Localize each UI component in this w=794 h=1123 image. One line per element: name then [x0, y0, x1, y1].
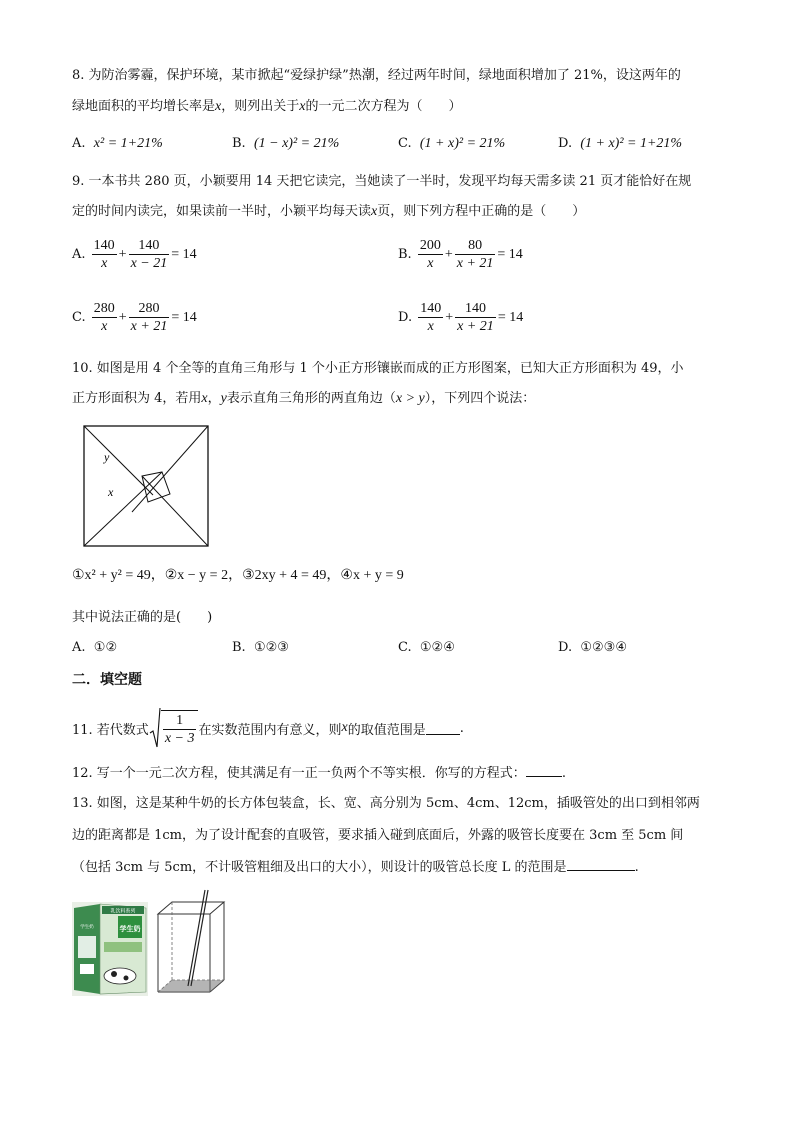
q8-line1: 8. 为防治雾霾，保护环境，某市掀起“爱绿护绿”热潮，经过两年时间，绿地面积增加了 21%，设这两年的: [72, 68, 681, 83]
q13-line3: [72, 858, 639, 878]
q10-ask: 其中说法正确的是( ): [72, 610, 213, 625]
q9-text-a: 定的时间内读完，如果读前一半时，小颖平均每天读: [72, 204, 372, 219]
q11-end: .: [459, 720, 464, 736]
q8-option-c[interactable]: [398, 134, 505, 154]
q9-option-d[interactable]: D. $\frac{140}{x}$ + $\frac{140}{x + 21}$ = 14: [398, 301, 524, 334]
box-side-text: 学生奶: [80, 925, 94, 930]
q10-option-a[interactable]: [72, 638, 117, 658]
option-text: ①②: [93, 640, 118, 655]
q13-answer-blank[interactable]: [567, 858, 635, 871]
q9-option-a[interactable]: A. $\frac{140}{x}$ + $\frac{140}{x - 21}$ = 14: [72, 238, 197, 271]
q10-option-b[interactable]: [232, 638, 289, 658]
q10-text-c: 表示直角三角形的两直角边（: [226, 391, 396, 406]
fraction: $\frac{140}{x}$: [93, 238, 115, 271]
pinwheel-square-figure: [82, 424, 210, 548]
fraction: $\frac{280}{x + 21}$: [130, 301, 168, 334]
option-label: D.: [398, 310, 413, 325]
option-rhs: = 14: [497, 247, 523, 262]
q8-line2: [72, 97, 461, 117]
fraction: $\frac{80}{x + 21}$: [456, 238, 494, 271]
option-label: C.: [72, 310, 86, 325]
q8-text-a: 绿地面积的平均增长率是: [72, 99, 216, 114]
q13-line2: 边的距离都是 1cm，为了设计配套的直吸管，要求插入碰到底面后，外露的吸管长度要在 3cm 至 5cm 间: [72, 828, 684, 843]
option-rhs: = 14: [497, 310, 524, 325]
q10-text-d: ），下列四个说法：: [424, 391, 536, 406]
option-text: ①②④: [419, 640, 455, 655]
box-straw-diagram: [152, 888, 232, 996]
q9-option-c[interactable]: C. $\frac{280}{x}$ + $\frac{280}{x + 21}$ = 14: [72, 301, 197, 334]
option-label: A.: [72, 247, 86, 262]
fig-label-y: y: [104, 450, 110, 464]
q9-text-b: 页，则下列方程中正确的是（ ）: [377, 204, 586, 219]
option-label: B.: [398, 247, 412, 262]
option-expr: (1 − x)² = 21%: [253, 136, 340, 151]
option-expr: (1 + x)² = 1+21%: [580, 136, 683, 151]
q10-option-c[interactable]: [398, 638, 455, 658]
q8-text-b: ，则列出关于: [221, 99, 300, 114]
option-text: ①②③④: [580, 640, 627, 655]
q8-var2: x: [299, 99, 306, 114]
q12-text: 12. 写一个一元二次方程，使其满足有一正一负两个不等实根．你写的方程式：: [72, 766, 526, 781]
q9-option-b[interactable]: B. $\frac{200}{x}$ + $\frac{80}{x + 21}$ = 14: [398, 238, 523, 271]
q10-var-y: y: [220, 391, 227, 406]
option-expr: (1 + x)² = 21%: [419, 136, 506, 151]
fraction: $\frac{140}{x + 21}$: [457, 301, 494, 334]
radical-sign: [149, 707, 161, 749]
option-label: A.: [72, 640, 86, 655]
option-label: C.: [398, 640, 412, 655]
q10-var-x: x: [201, 391, 208, 406]
option-label: A.: [72, 136, 86, 151]
q11-text-b: 在实数范围内有意义，则: [198, 722, 342, 738]
q11-text-c: 的取值范围是: [347, 722, 426, 738]
q12: [72, 764, 566, 784]
q10-statements: ①x² + y² = 49，②x − y = 2，③2xy + 4 = 49，④x + y = 9: [72, 568, 404, 583]
q12-answer-blank[interactable]: [526, 764, 562, 777]
q10-line2: [72, 389, 535, 409]
q11: [72, 706, 464, 750]
option-rhs: = 14: [171, 247, 197, 262]
option-label: B.: [232, 640, 246, 655]
q10-text-a: 正方形面积为 4，若用: [72, 391, 202, 406]
q9-line1: 9. 一本书共 280 页，小颖要用 14 天把它读完，当她读了一半时，发现平均每天需多读 21 页才能恰好在规: [72, 174, 692, 189]
q13-line1: 13. 如图，这是某种牛奶的长方体包装盒，长、宽、高分别为 5cm、4cm、12cm，插吸管处的出口到相邻两: [72, 796, 700, 811]
q8-var: x: [215, 99, 222, 114]
q8-text-c: 的一元二次方程为（ ）: [305, 99, 462, 114]
milk-box-image: [72, 902, 148, 996]
box-brand-text: 学生奶: [119, 925, 141, 933]
q8-option-b[interactable]: [232, 134, 339, 154]
q11-answer-blank[interactable]: [426, 722, 460, 735]
q10-line1: 10. 如图是用 4 个全等的直角三角形与 1 个小正方形镶嵌而成的正方形图案，已知大正方形面积为 49，小: [72, 361, 684, 376]
q9-line2: [72, 202, 585, 222]
option-text: ①②③: [253, 640, 289, 655]
q10-condition: x > y: [395, 391, 425, 406]
q13-end: .: [634, 860, 639, 875]
option-label: D.: [558, 136, 573, 151]
q8-option-a[interactable]: [72, 134, 163, 154]
option-label: D.: [558, 640, 573, 655]
q11-text-a: 11. 若代数式: [72, 722, 149, 738]
section-title: 二．填空题: [72, 672, 142, 688]
q8-option-d[interactable]: [558, 134, 682, 154]
option-label: B.: [232, 136, 246, 151]
box-top-text: 乳饮料系列: [110, 908, 136, 915]
q13-text: （包括 3cm 与 5cm，不计吸管粗细及出口的大小），则设计的吸管总长度 L 的范围是: [72, 860, 567, 875]
fraction: $\frac{280}{x}$: [93, 301, 115, 334]
q11-var: x: [341, 720, 348, 735]
sqrt-expression: $\frac{1}{x - 3}$: [149, 707, 199, 749]
q9-var: x: [371, 204, 378, 219]
q10-text-b: ，: [207, 391, 221, 406]
option-rhs: = 14: [171, 310, 197, 325]
fraction: $\frac{140}{x}$: [420, 301, 442, 334]
fraction: $\frac{140}{x - 21}$: [130, 238, 168, 271]
option-label: C.: [398, 136, 412, 151]
q10-option-d[interactable]: [558, 638, 627, 658]
option-expr: x² = 1+21%: [93, 136, 163, 151]
fig-label-x: x: [108, 485, 114, 499]
fraction: $\frac{200}{x}$: [419, 238, 441, 271]
q12-end: .: [561, 766, 566, 781]
